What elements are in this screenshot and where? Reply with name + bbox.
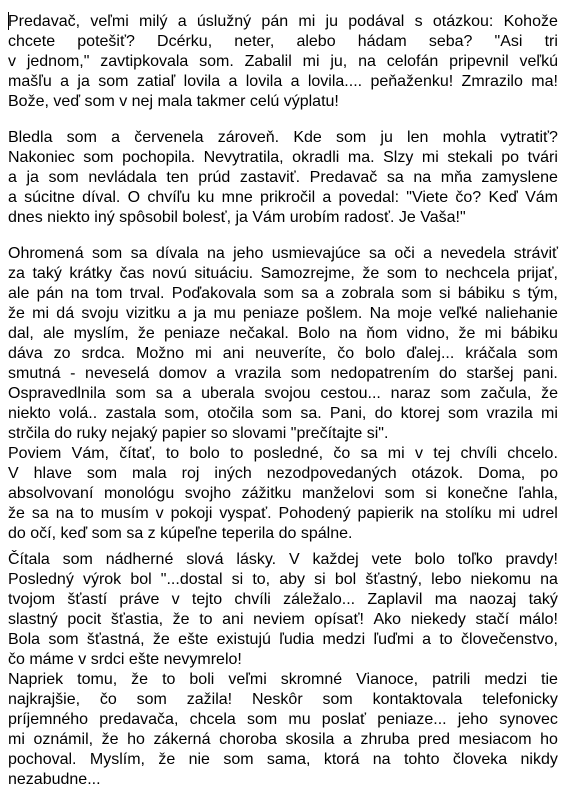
text-line: že mi dá svoju vizitku a ja mu peniaze pošlem. Na moje veľké naliehanie xyxy=(8,305,558,322)
text-line: nezabudne... xyxy=(8,771,101,788)
text-line: absolvovaní monológu svojho zážitku manželovi som si konečne ľahla, xyxy=(8,485,558,502)
text-line: do očí, keď som sa z kúpeľne teperila do spálne. xyxy=(8,525,353,542)
text-line: V hlave som mala roj iných nezodpovedaných otázok. Doma, po xyxy=(8,465,558,482)
text-line: ale pán na tom trval. Poďakovala som sa a zobrala som si bábiku s tým, xyxy=(8,285,558,302)
text-line: slastný pocit šťastia, že to ani neviem opísať! Ako niekedy stačí málo! xyxy=(8,611,558,628)
text-line: Nakoniec som pochopila. Nevytratila, okradli ma. Slzy mi stekali po tvári xyxy=(8,149,558,166)
text-line: dal, ale myslím, že peniaze nečakal. Bolo na ňom vidno, že mi bábiku xyxy=(8,325,558,342)
text-line: čo máme v srdci ešte nevymrelo! xyxy=(8,651,242,668)
text-line: Poviem Vám, čítať, to bolo to posledné, čo sa mi v tej chvíli chcelo. xyxy=(8,445,558,462)
text-line: strčila do ruky nejaký papier so slovami "prečítajte si". xyxy=(8,425,389,442)
text-line: za taký krátky čas novú situáciu. Samozrejme, že som to nechcela prijať, xyxy=(8,265,558,282)
text-line: v jednom," zavtipkovala som. Zabalil mi ju, na celofán pripevnil veľkú xyxy=(8,53,558,70)
paragraph-1 xyxy=(8,12,558,112)
text-line: dnes niekto iný spôsobil bolesť, ja Vám urobím radosť. Je Vaša!" xyxy=(8,209,466,226)
text-line: že sa na to musím v pokoji vyspať. Pohodený papierik na stolíku mi udrel xyxy=(8,505,558,522)
text-line: najkrajšie, čo som zažila! Neskôr som kontaktovala telefonicky xyxy=(8,691,558,708)
text-line: Napriek tomu, že to boli veľmi skromné Vianoce, patrili medzi tie xyxy=(8,671,558,688)
text-line: príjemného predavača, chcela som mu poslať peniaze... jeho synovec xyxy=(8,711,558,728)
document-page xyxy=(8,0,558,800)
paragraph-2 xyxy=(8,128,558,228)
text-line: pochoval. Myslím, že nie som sama, ktorá na tohto človeka nikdy xyxy=(8,751,558,768)
text-line: Čítala som nádherné slová lásky. V každej vete bolo toľko pravdy! xyxy=(8,551,558,568)
text-line: Bože, veď som v nej mala takmer celú výplatu! xyxy=(8,93,339,110)
text-line: Ospravedlnila som sa a uberala svojou cestou... naraz som začula, že xyxy=(8,385,558,402)
text-line: tvojom šťastí práve v tejto chvíli záležalo... Zaplavil ma naozaj taký xyxy=(8,591,558,608)
text-line: Predavač, veľmi milý a úslužný pán mi ju podával s otázkou: Kohože xyxy=(8,13,558,30)
text-line: smutná - neveselá domov a vrazila som nedopatrením do staršej pani. xyxy=(8,365,558,382)
text-line: dáva zo srdca. Možno mi ani neuveríte, čo bolo ďalej... kráčala som xyxy=(8,345,558,362)
text-line: Bledla som a červenela zároveň. Kde som ju len mohla vytratiť? xyxy=(8,129,558,146)
text-line: mašľu a ja som zatiaľ lovila a lovila a lovila.... peňaženku! Zmrazilo ma! xyxy=(8,73,558,90)
text-line: a súcitne díval. O chvíľu ku mne prikročil a povedal: "Viete čo? Keď Vám xyxy=(8,189,558,206)
paragraph-4 xyxy=(8,550,558,790)
paragraph-3 xyxy=(8,244,558,544)
text-line: niekto volá.. zastala som, otočila som sa. Pani, do ktorej som vrazila mi xyxy=(8,405,558,422)
text-line: Ohromená som sa dívala na jeho usmievajúce sa oči a nevedela stráviť xyxy=(8,245,558,262)
text-line: chcete potešiť? Dcérku, neter, alebo hádam seba? "Asi tri xyxy=(8,33,558,50)
text-line: mi oznámil, že ho zákerná choroba skosila a zhruba pred mesiacom ho xyxy=(8,731,558,748)
text-line: Posledný výrok bol "...dostal si to, aby si bol šťastný, lebo niekomu na xyxy=(8,571,558,588)
text-line: Bola som šťastná, že ešte existujú ľudia medzi ľuďmi a to človečenstvo, xyxy=(8,631,558,648)
text-line: a ja som nevládala ten prúd zastaviť. Predavač sa na mňa zamyslene xyxy=(8,169,558,186)
